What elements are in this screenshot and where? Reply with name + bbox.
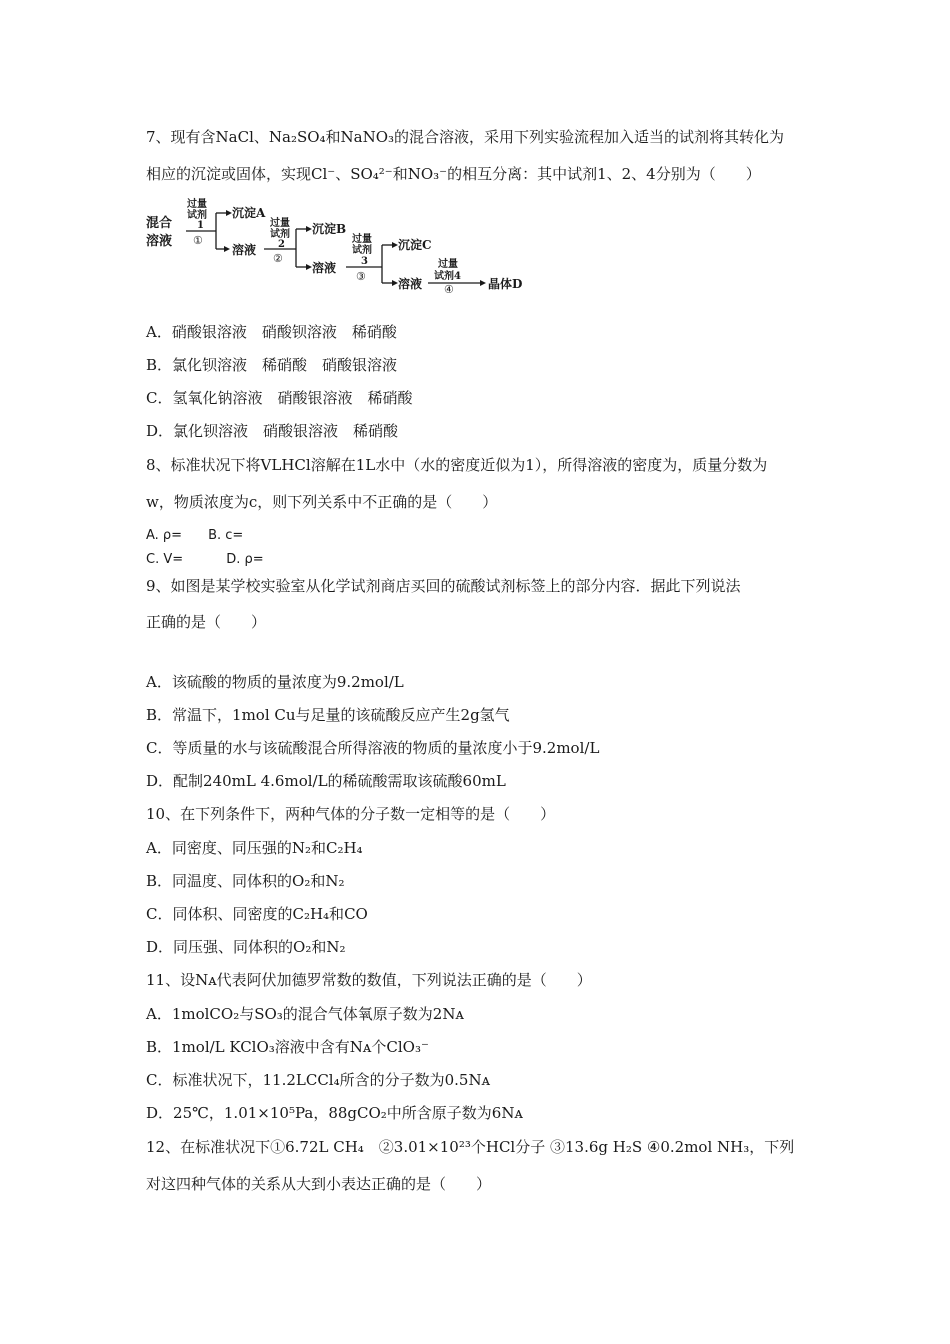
q12-stem-line2: 对这四种气体的关系从大到小表达正确的是（ ）	[146, 1175, 492, 1193]
q11-option-d: D．25℃，1.01×10⁵Pa，88gCO₂中所含原子数为6Nᴀ	[146, 1104, 523, 1122]
q9-stem-line1: 9、如图是某学校实验室从化学试剂商店买回的硫酸试剂标签上的部分内容．据此下列说法	[146, 577, 741, 595]
flow-reagent2-number: 2	[278, 239, 285, 250]
flow-precipitate-b: 沉淀B	[312, 222, 347, 236]
flow-reagent3-label: 过量	[352, 234, 372, 245]
flow-precipitate-c: 沉淀C	[398, 238, 432, 252]
q8-stem-line2: w，物质浓度为c，则下列关系中不正确的是（ ）	[146, 493, 498, 511]
flow-reagent2-label: 过量	[270, 218, 290, 229]
flow-reagent1-label2: 试剂	[187, 210, 207, 221]
flow-solution3: 溶液	[398, 277, 423, 291]
q10-option-b: B．同温度、同体积的O₂和N₂	[146, 872, 345, 890]
q8-options-cd: C. V= D. ρ=	[146, 552, 264, 567]
q11-stem: 11、设Nᴀ代表阿伏加德罗常数的数值，下列说法正确的是（ ）	[146, 971, 592, 989]
q11-option-c: C．标准状况下，11.2LCCl₄所含的分子数为0.5Nᴀ	[146, 1071, 491, 1089]
flow-reagent1-label: 过量	[187, 199, 207, 210]
q10-option-c: C．同体积、同密度的C₂H₄和CO	[146, 905, 368, 923]
flow-step2-marker: ②	[273, 252, 283, 265]
q10-option-d: D．同压强、同体积的O₂和N₂	[146, 938, 346, 956]
q7-option-c: C．氢氧化钠溶液 硝酸银溶液 稀硝酸	[146, 389, 413, 407]
q10-option-a: A．同密度、同压强的N₂和C₂H₄	[146, 839, 363, 857]
flow-start-line1: 混合	[146, 216, 173, 231]
flow-crystal-d: 晶体D	[488, 277, 523, 291]
flow-step1-marker: ①	[193, 234, 203, 247]
flow-reagent3-label2: 试剂	[352, 245, 372, 256]
q7-option-a: A．硝酸银溶液 硝酸钡溶液 稀硝酸	[146, 323, 397, 341]
q9-option-c: C．等质量的水与该硫酸混合所得溶液的物质的量浓度小于9.2mol/L	[146, 739, 600, 757]
q7-option-d: D．氯化钡溶液 硝酸银溶液 稀硝酸	[146, 422, 399, 440]
q9-option-b: B．常温下，1mol Cu与足量的该硫酸反应产生2g氢气	[146, 706, 510, 724]
flow-reagent3-number: 3	[361, 256, 368, 267]
q8-stem-line1: 8、标准状况下将VLHCl溶解在1L水中（水的密度近似为1），所得溶液的密度为，质量分数为	[146, 456, 768, 474]
flow-step4-marker: ④	[444, 283, 454, 293]
flow-reagent2-label2: 试剂	[270, 229, 290, 240]
flow-reagent4-label2: 试剂4	[434, 271, 461, 282]
flow-solution2: 溶液	[312, 261, 337, 275]
q9-option-a: A．该硫酸的物质的量浓度为9.2mol/L	[146, 673, 404, 691]
separation-flowchart	[146, 197, 526, 293]
flow-reagent4-label: 过量	[438, 259, 458, 270]
flow-start-line2: 溶液	[146, 234, 173, 249]
q9-stem-line2: 正确的是（ ）	[146, 613, 267, 631]
q12-stem-line1: 12、在标准状况下①6.72L CH₄ ②3.01×10²³个HCl分子 ③13.6g H₂S ④0.2mol NH₃，下列	[146, 1138, 795, 1156]
q11-option-a: A．1molCO₂与SO₃的混合气体氧原子数为2Nᴀ	[146, 1005, 464, 1023]
q8-options-ab: A. ρ= B. c=	[146, 528, 244, 543]
flow-step3-marker: ③	[356, 270, 366, 283]
q10-stem: 10、在下列条件下，两种气体的分子数一定相等的是（ ）	[146, 805, 556, 823]
q7-stem-line1: 7、现有含NaCl、Na₂SO₄和NaNO₃的混合溶液，采用下列实验流程加入适当的试剂将其转化为	[146, 128, 785, 146]
q9-option-d: D．配制240mL 4.6mol/L的稀硫酸需取该硫酸60mL	[146, 772, 506, 790]
flow-precipitate-a: 沉淀A	[232, 206, 266, 220]
q7-stem-line2: 相应的沉淀或固体，实现Cl⁻、SO₄²⁻和NO₃⁻的相互分离：其中试剂1、2、4分别为（ ）	[146, 165, 761, 183]
flow-reagent1-number: 1	[197, 220, 204, 231]
flow-solution1: 溶液	[232, 243, 257, 257]
q11-option-b: B．1mol/L KClO₃溶液中含有Nᴀ个ClO₃⁻	[146, 1038, 429, 1056]
q7-option-b: B．氯化钡溶液 稀硝酸 硝酸银溶液	[146, 356, 398, 374]
